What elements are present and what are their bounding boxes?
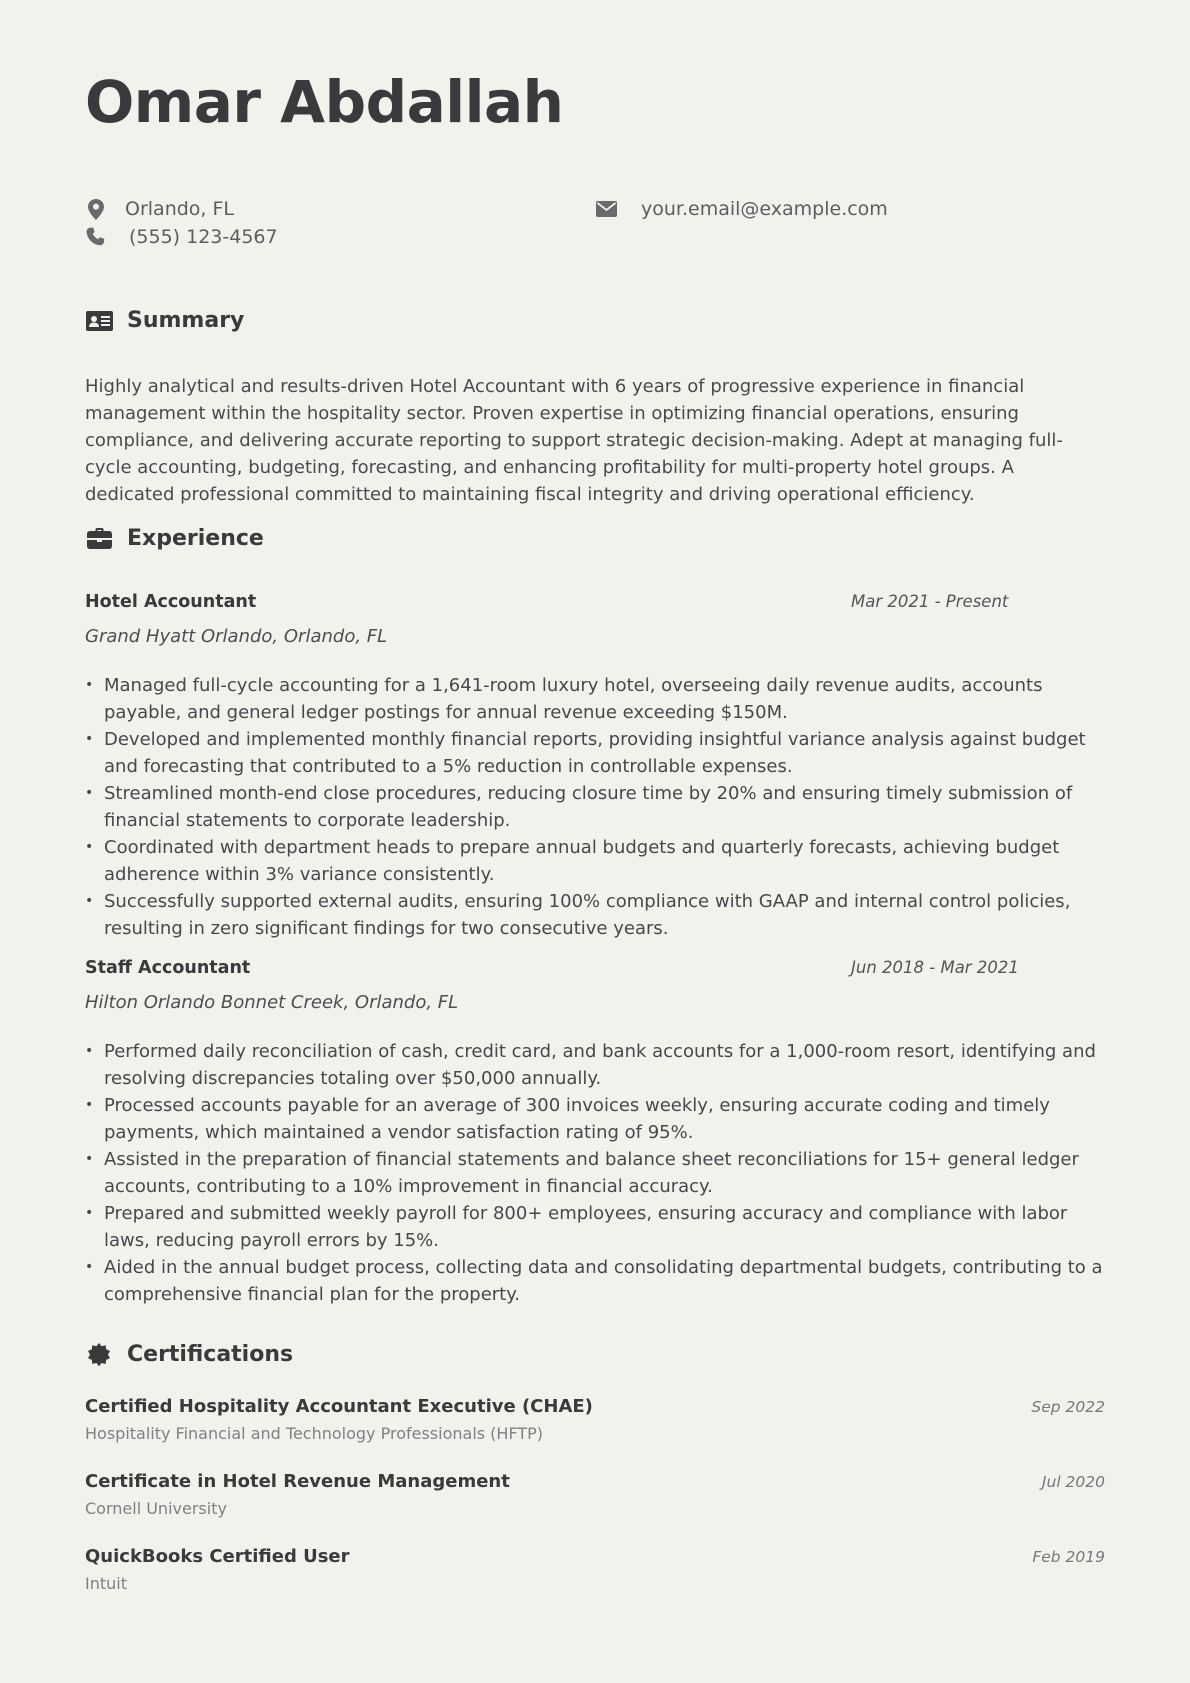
job-bullet: • Successfully supported external audits, ensuring 100% compliance with GAAP and internal control policies, resulting in zero significant findings for two consecutive years. [85,888,1105,942]
section-heading-experience [85,526,264,551]
summary-heading: Summary [127,308,245,333]
job-title: Staff Accountant [85,958,251,978]
job-bullet: • Processed accounts payable for an average of 300 invoices weekly, ensuring accurate coding and timely payments, which maintained a vendor satisfaction rating of 95%. [85,1092,1105,1146]
id-card-icon [85,309,113,333]
phone-text[interactable]: (555) 123-4567 [129,226,278,248]
job-dates: Mar 2021 - Present [851,592,1009,611]
experience-heading: Experience [127,526,264,551]
certification-date: Jul 2020 [1041,1473,1105,1491]
contact-location [85,198,234,220]
job-bullets [85,1038,1105,1308]
contact-phone [85,226,278,248]
certification-name: Certificate in Hotel Revenue Management [85,1471,510,1492]
email-text[interactable]: your.email@example.com [641,198,888,220]
section-heading-summary [85,308,244,333]
job-title: Hotel Accountant [85,592,257,612]
certifications-heading: Certifications [127,1342,294,1367]
contact-email [595,198,888,220]
job-company: Grand Hyatt Orlando, Orlando, FL [85,626,388,647]
summary-text: Highly analytical and results-driven Hotel Accountant with 6 years of progressive experience in financial management within the hospitality sector. Proven expertise in optimizing financial operations, ensuring compliance, and delivering accurate reporting to support strategic decision-making. Adept at managing full-cycle accounting, budgeting, forecasting, and enhancing profitability for multi-property hotel groups. A dedicated professional committed to maintaining fiscal integrity and driving operational efficiency. [85,376,1063,505]
certification-name: Certified Hospitality Accountant Executive (CHAE) [85,1396,593,1417]
job-bullet: • Developed and implemented monthly financial reports, providing insightful variance analysis against budget and forecasting that contributed to a 5% reduction in controllable expenses. [85,726,1105,780]
certification-org: Intuit [85,1574,127,1593]
job-bullet: • Performed daily reconciliation of cash, credit card, and bank accounts for a 1,000-room resort, identifying and resolving discrepancies totaling over $50,000 annually. [85,1038,1105,1092]
job-bullets [85,672,1105,942]
map-marker-icon [85,198,107,220]
section-heading-certifications [85,1342,293,1367]
job-bullet: • Prepared and submitted weekly payroll for 800+ employees, ensuring accuracy and compliance with labor laws, reducing payroll errors by 15%. [85,1200,1105,1254]
job-company: Hilton Orlando Bonnet Creek, Orlando, FL [85,992,459,1013]
certificate-badge-icon [85,1343,113,1367]
location-text: Orlando, FL [125,198,235,220]
certification-org: Cornell University [85,1499,227,1518]
briefcase-icon [85,527,113,551]
envelope-icon [595,198,617,220]
job-bullet: • Aided in the annual budget process, collecting data and consolidating departmental budgets, contributing to a comprehensive financial plan for the property. [85,1254,1105,1308]
job-bullet: • Streamlined month-end close procedures, reducing closure time by 20% and ensuring timely submission of financial statements to corporate leadership. [85,780,1105,834]
certification-date: Feb 2019 [1032,1548,1105,1566]
certification-org: Hospitality Financial and Technology Professionals (HFTP) [85,1424,544,1443]
candidate-name: Omar Abdallah [85,68,564,136]
job-dates: Jun 2018 - Mar 2021 [851,958,1019,977]
certification-date: Sep 2022 [1031,1398,1105,1416]
certification-name: QuickBooks Certified User [85,1546,350,1567]
phone-icon [85,226,107,248]
job-bullet: • Assisted in the preparation of financial statements and balance sheet reconciliations for 15+ general ledger accounts, contributing to a 10% improvement in financial accuracy. [85,1146,1105,1200]
job-bullet: • Coordinated with department heads to prepare annual budgets and quarterly forecasts, achieving budget adherence within 3% variance consistently. [85,834,1105,888]
job-bullet: • Managed full-cycle accounting for a 1,641-room luxury hotel, overseeing daily revenue audits, accounts payable, and general ledger postings for annual revenue exceeding $150M. [85,672,1105,726]
